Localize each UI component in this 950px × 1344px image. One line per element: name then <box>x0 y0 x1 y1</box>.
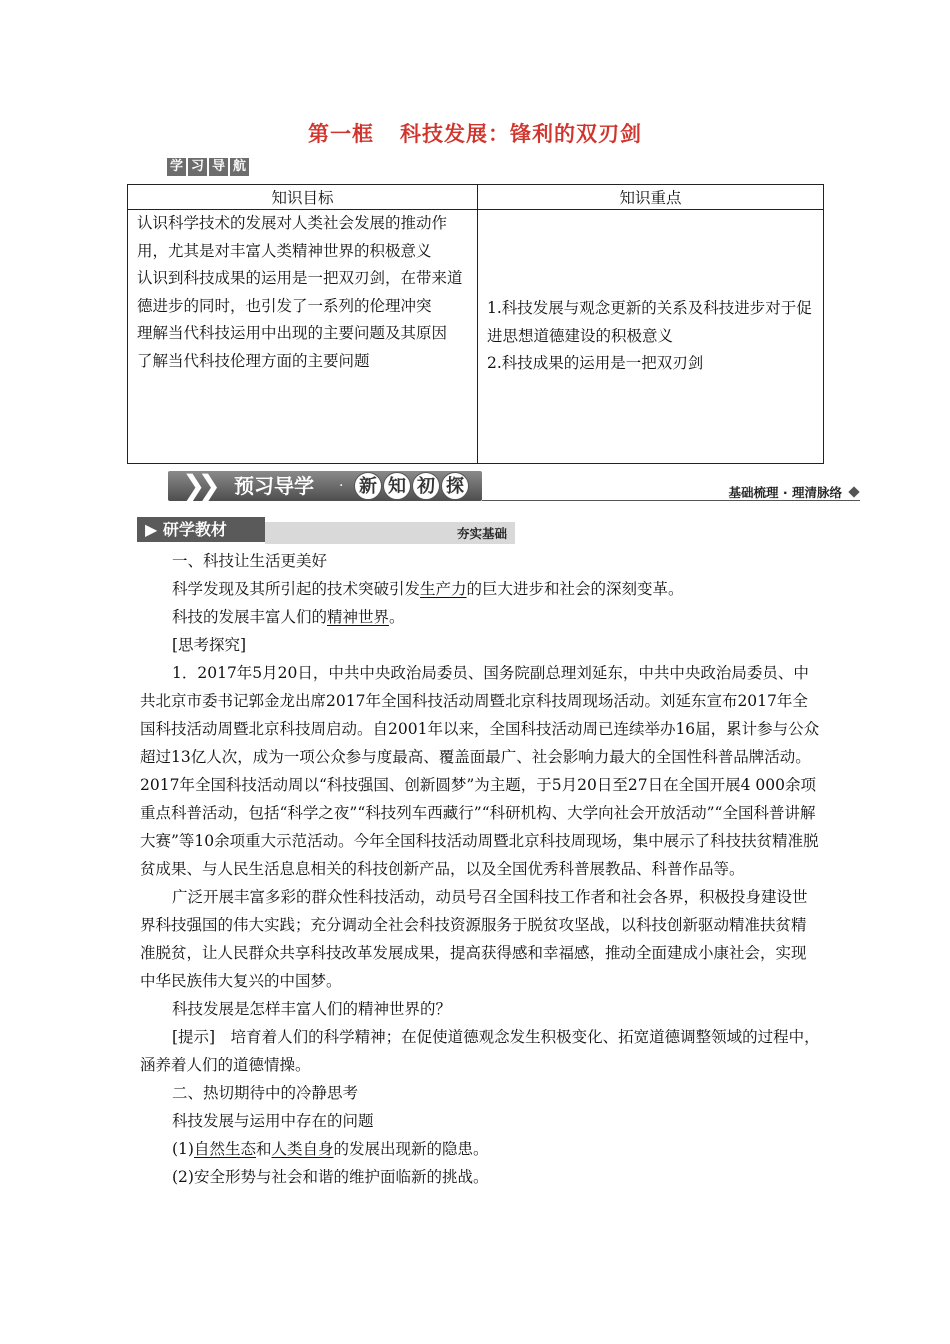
preview-banner <box>168 469 860 505</box>
goal-item: 认识科学技术的发展对人类社会发展的推动作用，尤其是对丰富人类精神世界的积极意义 <box>137 214 448 260</box>
heading-1: 一、科技让生活更美好 <box>172 552 328 570</box>
guide-char: 导 <box>209 158 228 176</box>
title-part1: 第一框 <box>308 122 374 146</box>
section-label-text: 研学教材 <box>162 520 227 539</box>
paragraph: 科技的发展丰富人们的精神世界。 <box>172 608 405 626</box>
section-sub: 夯实基础 <box>456 526 507 541</box>
keypoints-cell <box>478 210 824 464</box>
banner-circles <box>354 472 469 500</box>
list-item: (2)安全形势与社会和谐的维护面临新的挑战。 <box>172 1168 489 1186</box>
guide-char: 习 <box>188 158 207 176</box>
heading-2: 二、热切期待中的冷静思考 <box>172 1084 359 1102</box>
title-part2: 科技发展：锋利的双刃剑 <box>400 122 642 146</box>
main-content <box>140 547 820 1191</box>
hint-label: [提示] <box>172 1028 216 1046</box>
section-label: ▶ 研学教材 <box>137 517 265 542</box>
keypoint-item: 2.科技成果的运用是一把双刃剑 <box>487 354 704 373</box>
banner-dot: · <box>339 478 344 494</box>
paragraph: 科技发展与运用中存在的问题 <box>172 1112 374 1130</box>
underlined-term: 生产力 <box>420 580 467 598</box>
paragraph: 1．2017年5月20日，中共中央政治局委员、国务院副总理刘延东，中共中央政治局委员、中共北京市委书记郭金龙出席2017年全国科技活动周暨北京科技周现场活动。刘延东宣布2017年全国科技活动周暨北京科技周启动。自2001年以来，全国科技活动周已连续举办16届，累计参与公众超过13亿人次，成为一项公众参与度最高、覆盖面最广、社会影响力最大的全国性科普品牌活动。2017年全国科技活动周以“科技强国、创新圆梦”为主题，于5月20日至27日在全国开展4 000余项重点科普活动，包括“科学之夜”“科技列车西藏行”“科研机构、大学向社会开放活动”“全国科普讲解大赛”等10余项重大示范活动。今年全国科技活动周暨北京科技周现场，集中展示了科技扶贫精准脱贫成果、与人民生活息息相关的科技创新产品，以及全国优秀科普展教品、科普作品等。 <box>140 664 820 878</box>
guide-char: 学 <box>167 158 186 176</box>
guide-char: 航 <box>230 158 249 176</box>
page-title <box>0 118 950 148</box>
goals-cell <box>128 210 478 464</box>
goal-item: 认识到科技成果的运用是一把双刃剑，在带来道德进步的同时，也引发了一系列的伦理冲突 <box>137 269 463 315</box>
goal-item: 理解当代科技运用中出现的主要问题及其原因 <box>137 324 448 343</box>
goal-item: 了解当代科技伦理方面的主要问题 <box>137 351 370 370</box>
think-label: [思考探究] <box>172 636 247 654</box>
banner-subtitle: 基础梳理 · 理清脉络 <box>728 485 842 500</box>
underlined-term: 精神世界 <box>327 608 390 626</box>
paragraph: 科学发现及其所引起的技术突破引发生产力的巨大进步和社会的深刻变革。 <box>172 580 684 598</box>
circle-char: 初 <box>412 472 440 500</box>
section-header <box>137 517 515 544</box>
underlined-term: 人类自身 <box>271 1140 334 1158</box>
circle-char: 新 <box>354 472 382 500</box>
header-key-points: 知识重点 <box>478 185 824 210</box>
hint-paragraph: [提示] 培育着人们的科学精神；在促使道德观念发生积极变化、拓宽道德调整领域的过程中，涵养着人们的道德情操。 <box>140 1028 820 1074</box>
list-item: (1)自然生态和人类自身的发展出现新的隐患。 <box>172 1140 489 1158</box>
question: 科技发展是怎样丰富人们的精神世界的？ <box>172 1000 452 1018</box>
circle-char: 知 <box>383 472 411 500</box>
chevron-right-icon: ❯❯ <box>182 469 213 502</box>
study-guide-label <box>167 158 249 176</box>
paragraph: 广泛开展丰富多彩的群众性科技活动，动员号召全国科技工作者和社会各界，积极投身建设世界科技强国的伟大实践；充分调动全社会科技资源服务于脱贫攻坚战，以科技创新驱动精准扶贫精准脱贫，让人民群众共享科技改革发展成果，提高获得感和幸福感，推动全面建成小康社会，实现中华民族伟大复兴的中国梦。 <box>140 888 808 990</box>
diamond-icon <box>848 486 859 497</box>
underlined-term: 自然生态 <box>193 1140 256 1158</box>
banner-title: 预习导学 <box>234 474 314 498</box>
keypoint-item: 1.科技发展与观念更新的关系及科技进步对于促进思想道德建设的积极意义 <box>487 299 812 345</box>
knowledge-table <box>127 184 824 464</box>
header-knowledge-goals: 知识目标 <box>128 185 478 210</box>
circle-char: 探 <box>441 472 469 500</box>
